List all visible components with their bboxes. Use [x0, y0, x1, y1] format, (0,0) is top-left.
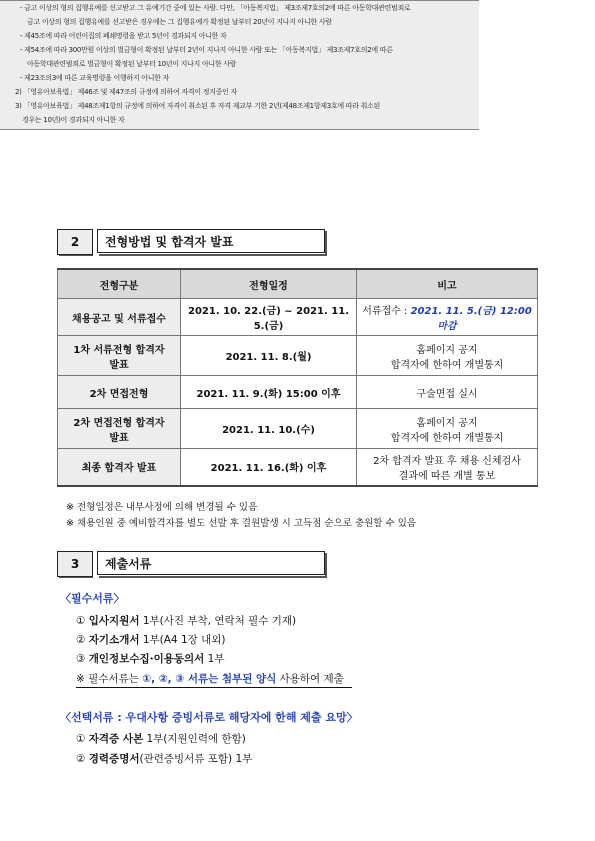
note-line: 아동학대관련범죄로 벌금형이 확정된 날부터 10년이 지나지 아니한 사람 — [27, 60, 237, 68]
remarks-cell: 구술면접 실시 — [357, 376, 538, 409]
table-note: ※ 채용인원 중 예비합격자를 별도 선발 후 결원발생 시 고득점 순으로 충원할 수 있음 — [66, 518, 417, 529]
schedule-cell: 2021. 11. 9.(화) 15:00 이후 — [181, 376, 357, 409]
stage-cell: 최종 합격자 발표 — [58, 449, 181, 486]
schedule-cell: 2021. 11. 16.(화) 이후 — [181, 449, 357, 486]
column-header: 전형구분 — [58, 269, 181, 299]
optional-docs-heading: 〈선택서류 : 우대사항 증빙서류로 해당자에 한해 제출 요망〉 — [60, 711, 358, 724]
column-header: 전형일정 — [181, 269, 357, 299]
schedule-cell: 2021. 11. 8.(월) — [181, 336, 357, 376]
list-item: ② 경력증명서(관련증빙서류 포함) 1부 — [76, 753, 253, 765]
remarks-cell: 홈페이지 공지 합격자에 한하여 개별통지 — [357, 409, 538, 449]
section-number: 3 — [57, 551, 93, 577]
note-line: - 제23조의3에 따른 교육명령을 이행하지 아니한 자 — [20, 74, 170, 82]
table-note: ※ 전형일정은 내부사정에 의해 변경될 수 있음 — [66, 502, 258, 513]
section-title: 전형방법 및 합격자 발표 — [97, 229, 325, 253]
note-line: - 금고 이상의 형의 집행유예를 선고받고 그 유예기간 중에 있는 사람. 다만, 「아동복지법」 제3조제7호의2에 따른 아동학대관련범죄로 — [20, 4, 411, 12]
stage-cell: 채용공고 및 서류접수 — [58, 299, 181, 336]
table-row — [58, 336, 538, 376]
remarks-cell: 2차 합격자 발표 후 채용 신체검사 결과에 따른 개별 통보 — [357, 449, 538, 486]
eligibility-notes-box — [0, 0, 479, 130]
table-row — [58, 449, 538, 486]
note-line: 경우는 10년)이 경과되지 아니한 자 — [22, 116, 125, 124]
note-line: - 제45조에 따라 어린이집의 폐쇄명령을 받고 5년이 경과되지 아니한 자 — [20, 32, 227, 40]
section-number: 2 — [57, 229, 93, 255]
schedule-table — [57, 268, 538, 487]
required-docs-heading: 〈필수서류〉 — [60, 592, 125, 605]
list-item: ① 입사지원서 1부(사진 부착, 연락처 필수 기재) — [76, 615, 297, 627]
list-item: ② 자기소개서 1부(A4 1장 내외) — [76, 634, 226, 646]
note-line: 금고 이상의 형의 집행유예를 선고받은 경우에는 그 집행유예가 확정된 날부터 20년이 지나지 아니한 사람 — [27, 18, 332, 26]
remarks-cell: 서류접수 : 2021. 11. 5.(금) 12:00 마감 — [357, 299, 538, 336]
remarks-cell: 홈페이지 공지 합격자에 한하여 개별통지 — [357, 336, 538, 376]
section-title: 제출서류 — [97, 551, 325, 575]
table-row — [58, 299, 538, 336]
stage-cell: 1차 서류전형 합격자 발표 — [58, 336, 181, 376]
required-docs-note: ※ 필수서류는 ①, ②, ③ 서류는 첨부된 양식 사용하여 제출 — [76, 671, 352, 688]
stage-cell: 2차 면접전형 — [58, 376, 181, 409]
note-line: 3) 「영유아보육법」 제48조제1항의 규정에 의하여 자격이 취소된 후 자격 재교부 기한 2년(제48조제1항제3호에 따라 취소된 — [15, 102, 380, 110]
column-header: 비고 — [357, 269, 538, 299]
table-row — [58, 409, 538, 449]
note-line: - 제54조에 따라 300만원 이상의 벌금형이 확정된 날부터 2년이 지나지 아니한 사람 또는 「아동복지법」 제3조제7호의2에 따른 — [20, 46, 393, 54]
note-line: 2) 「영유아보육법」 제46조 및 제47조의 규정에 의하여 자격이 정지중인 자 — [15, 88, 237, 96]
schedule-cell: 2021. 10. 22.(금) ~ 2021. 11. 5.(금) — [181, 299, 357, 336]
schedule-cell: 2021. 11. 10.(수) — [181, 409, 357, 449]
table-header-row — [58, 269, 538, 299]
list-item: ① 자격증 사본 1부(지원인력에 한함) — [76, 733, 246, 745]
stage-cell: 2차 면접전형 합격자 발표 — [58, 409, 181, 449]
list-item: ③ 개인정보수집·이용동의서 1부 — [76, 653, 225, 665]
table-row — [58, 376, 538, 409]
deadline-highlight: 2021. 11. 5.(금) 12:00 마감 — [410, 306, 532, 332]
